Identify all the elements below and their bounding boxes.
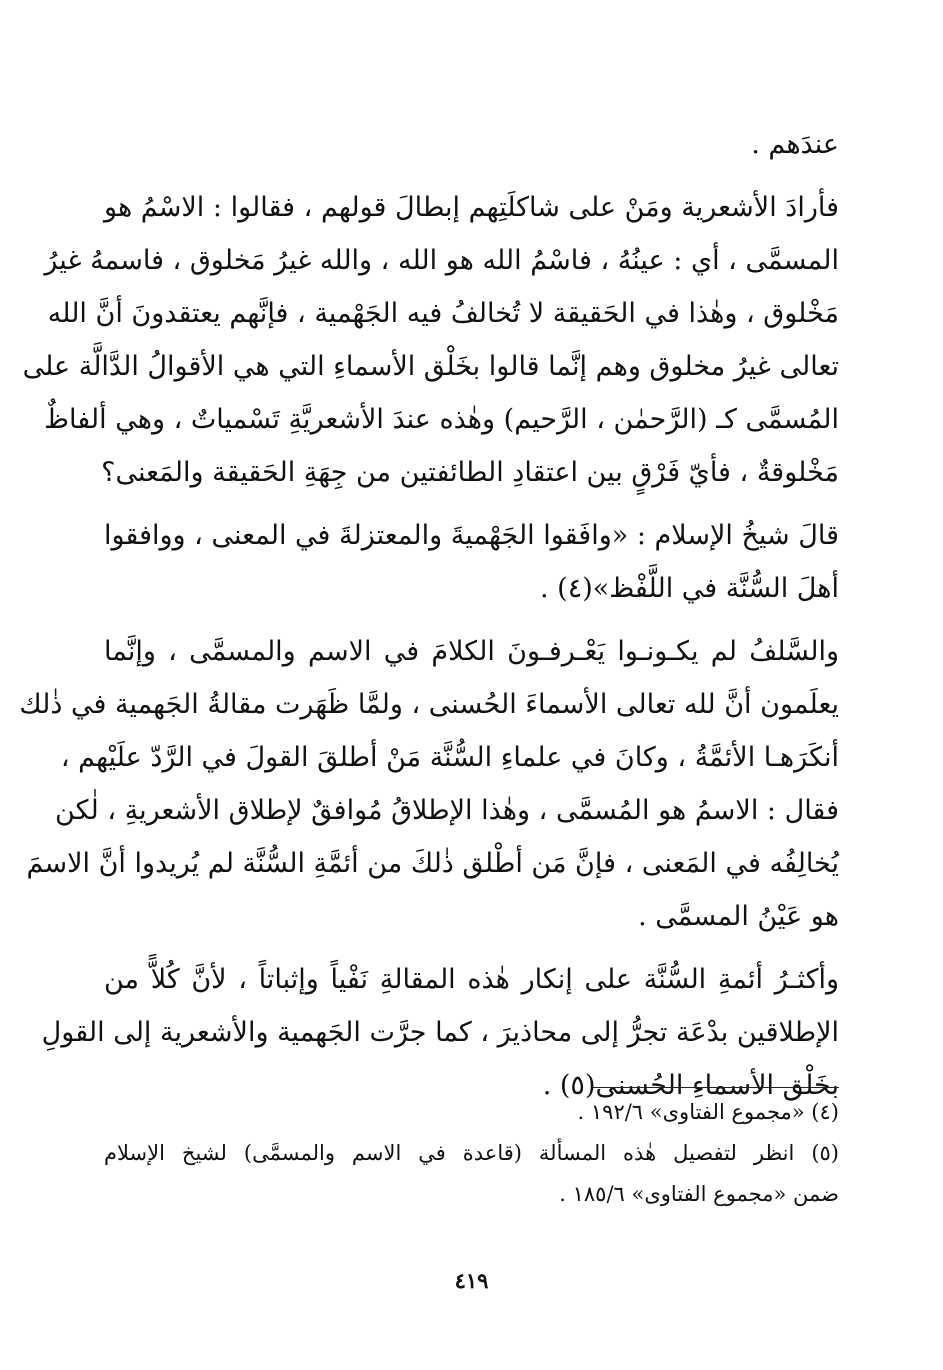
text-line: والسَّلفُ لم يكـونـوا يَعْـرفـونَ الكلامَ في الاسم والمسمَّى ، وإنَّما xyxy=(104,636,839,667)
text-line: هو عَيْنُ المسمَّى . xyxy=(638,901,839,932)
text-line: عندَهم . xyxy=(751,129,839,160)
footnote-separator xyxy=(593,1087,839,1088)
footnote-line: ضمن «مجموع الفتاوى» ١٨٥/٦ . xyxy=(559,1182,839,1206)
text-line: مَخْلوق ، وهٰذا في الحَقيقة لا تُخالفُ فيه الجَهْمية ، فإنَّهم يعتقدونَ أنَّ الله xyxy=(47,298,839,329)
text-line: أنكَرَهـا الأئمَّةُ ، وكانَ في علماءِ السُّنَّة مَنْ أطلقَ القولَ في الرَّدّ علَيْهم ، xyxy=(60,742,839,773)
page-number: ٤١٩ xyxy=(454,1268,489,1293)
text-line: بخَلْق الأسماءِ الحُسنى(٥) . xyxy=(542,1070,839,1101)
text-line: فقال : الاسمُ هو المُسمَّى ، وهٰذا الإطلاقُ مُوافقٌ لإطلاق الأشعريةِ ، لٰكن xyxy=(55,795,839,826)
text-line: يعلَمون أنَّ لله تعالى الأسماءَ الحُسنى ، ولمَّا ظَهَرت مقالةُ الجَهمية في ذٰلك xyxy=(19,689,839,720)
footnote-line: (٥) انظر لتفصيل هٰذه المسألة (قاعدة في الاسم والمسمَّى) لشيخ الإسلام xyxy=(104,1141,839,1165)
paragraph-gap xyxy=(104,171,839,181)
text-line: الإطلاقين بدْعَة تجرُّ إلى محاذيرَ ، كما جرَّت الجَهمية والأشعرية إلى القولِ xyxy=(41,1017,839,1048)
main-text xyxy=(19,118,839,1112)
footnotes xyxy=(104,1092,839,1215)
text-line: مَخْلوقةٌ ، فأيّ فَرْقٍ بين اعتقادِ الطائفتين من جِهَةِ الحَقيقة والمَعنى؟ xyxy=(101,457,839,488)
text-line: المسمَّى ، أي : عينُهُ ، فاسْمُ الله هو الله ، والله غيرُ مَخلوق ، فاسمهُ غيرُ xyxy=(44,245,839,276)
text-line: يُخالِفُه في المَعنى ، فإنَّ مَن أطْلق ذٰلكَ من أئمَّةِ السُّنَّة لم يُريدوا أنَّ الاسمَ xyxy=(26,848,839,879)
paragraph-gap xyxy=(104,943,839,953)
text-line: تعالى غيرُ مخلوق وهم إنَّما قالوا بخَلْق الأسماءِ التي هي الأقوالُ الدَّالَّة على xyxy=(22,351,839,382)
text-line: وأكثـرُ أئمةِ السُّنَّة على إنكار هٰذه المقالةِ نَفْياً وإثباتاً ، لأنَّ كُلاًّ من xyxy=(104,964,839,995)
footnote-line: (٤) «مجموع الفتاوى» ١٩٢/٦ . xyxy=(577,1100,839,1124)
text-line: المُسمَّى كـ (الرَّحمٰن ، الرَّحيم) وهٰذه عندَ الأشعريَّةِ تَسْمياتٌ ، وهي ألفاظٌ xyxy=(44,404,839,435)
paragraph-gap xyxy=(104,615,839,625)
paragraph-gap xyxy=(104,499,839,509)
text-line: أهلَ السُّنَّة في اللَّفْظ»(٤) . xyxy=(539,573,839,604)
text-line: قالَ شيخُ الإسلام : «وافَقوا الجَهْميةَ والمعتزلةَ في المعنى ، ووافقوا xyxy=(103,520,839,551)
text-line: فأرادَ الأشعرية ومَنْ على شاكلَتِهم إبطالَ قولهم ، فقالوا : الاسْمُ هو xyxy=(104,192,839,223)
